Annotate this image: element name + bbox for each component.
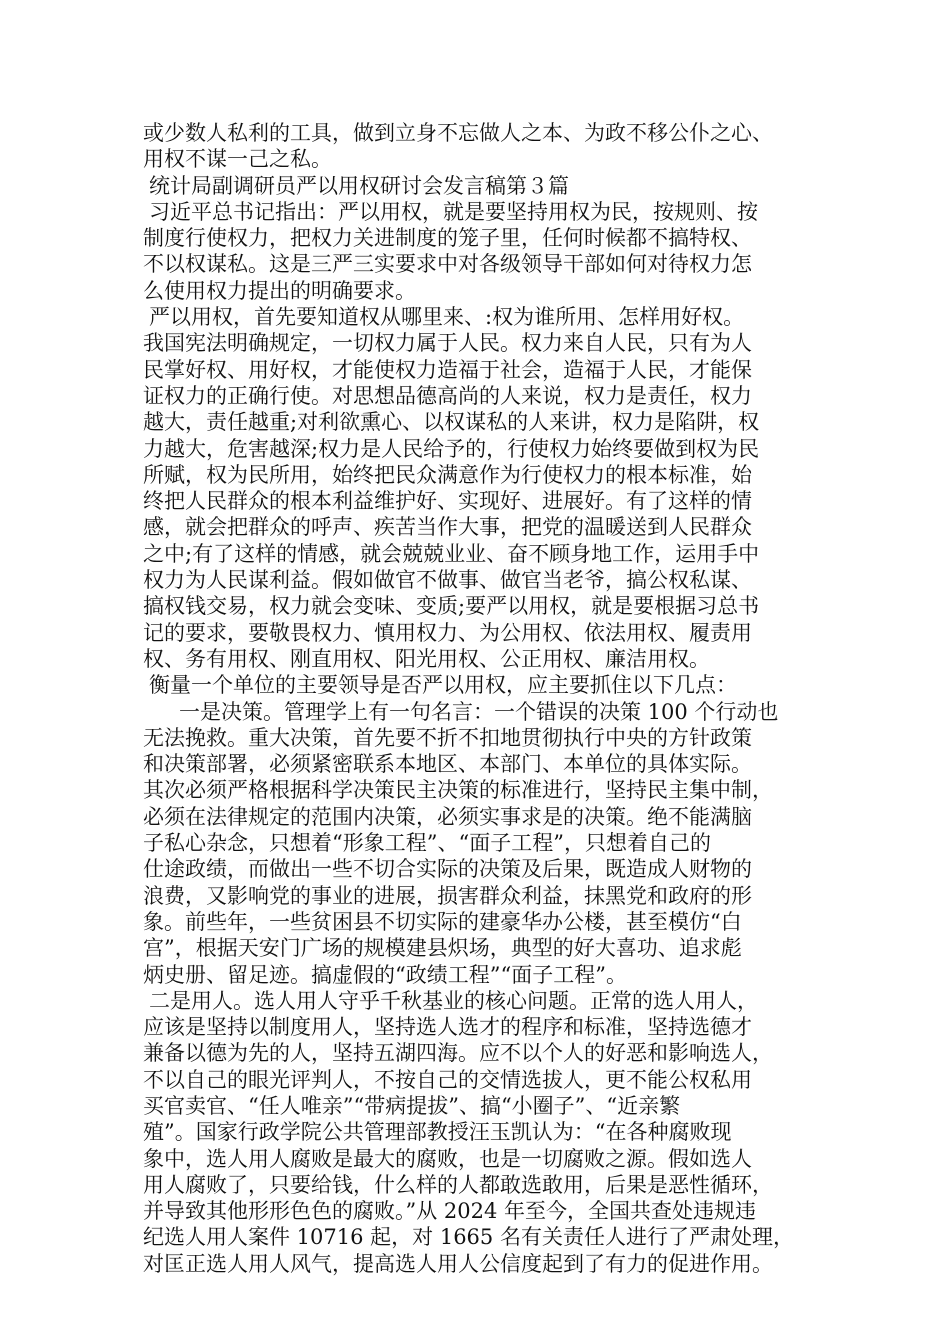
- text-line: 记的要求，要敬畏权力、慎用权力、为公用权、依法用权、履责用: [143, 620, 752, 645]
- text-line: 用权不谋一己之私。: [143, 147, 332, 172]
- text-line: 严以用权，首先要知道权从哪里来、:权为谁所用、怎样用好权。: [149, 305, 745, 330]
- text-line: 炳史册、留足迹。搞虚假的“政绩工程”“面子工程”。: [143, 962, 627, 987]
- text-line: 象中，选人用人腐败是最大的腐败，也是一切腐败之源。假如选人: [143, 1146, 752, 1171]
- text-line: 我国宪法明确规定，一切权力属于人民。权力来自人民，只有为人: [143, 331, 752, 356]
- text-line: 象。前些年，一些贫困县不切实际的建豪华办公楼，甚至模仿“白: [143, 909, 742, 934]
- text-line: 感，就会把群众的呼声、疾苦当作大事，把党的温暖送到人民群众: [143, 515, 752, 540]
- text-line: 证权力的正确行使。对思想品德高尚的人来说，权力是责任，权力: [143, 383, 752, 408]
- text-line: 搞权钱交易，权力就会变味、变质;要严以用权，就是要根据习总书: [143, 594, 760, 619]
- text-line: 对匡正选人用人风气，提高选人用人公信度起到了有力的促进作用。: [143, 1251, 773, 1276]
- text-line: 其次必须严格根据科学决策民主决策的标准进行，坚持民主集中制，: [143, 778, 773, 803]
- text-line: 习近平总书记指出：严以用权，就是要坚持用权为民，按规则、按: [149, 199, 758, 224]
- text-line: 不以自己的眼光评判人，不按自己的交情选拔人，更不能公权私用: [143, 1067, 752, 1092]
- text-line: 权、务有用权、刚直用权、阳光用权、公正用权、廉洁用权。: [143, 646, 710, 671]
- text-line: 浪费，又影响党的事业的进展，损害群众利益，抹黑党和政府的形: [143, 883, 752, 908]
- text-line: 权力为人民谋利益。假如做官不做事、做官当老爷，搞公权私谋、: [143, 568, 752, 593]
- text-line: 统计局副调研员严以用权研讨会发言稿第３篇: [149, 173, 569, 198]
- text-line: 纪选人用人案件 10716 起，对 1665 名有关责任人进行了严肃处理，: [143, 1225, 794, 1250]
- text-line: 和决策部署，必须紧密联系本地区、本部门、本单位的具体实际。: [143, 752, 752, 777]
- text-line: 衡量一个单位的主要领导是否严以用权，应主要抓住以下几点：: [149, 673, 737, 698]
- text-line: 民掌好权、用好权，才能使权力造福于社会，造福于人民，才能保: [143, 357, 752, 382]
- text-line: 并导致其他形形色色的腐败。”从 2024 年至今，全国共查处违规违: [143, 1199, 757, 1224]
- text-line: 么使用权力提出的明确要求。: [143, 278, 416, 303]
- text-line: 无法挽救。重大决策，首先要不折不扣地贯彻执行中央的方针政策: [143, 725, 752, 750]
- text-line: 力越大，危害越深;权力是人民给予的，行使权力始终要做到权为民: [143, 436, 760, 461]
- text-line: 所赋，权为民所用，始终把民众满意作为行使权力的根本标准，始: [143, 462, 752, 487]
- text-line: 应该是坚持以制度用人，坚持选人选才的程序和标准，坚持选德才: [143, 1015, 752, 1040]
- text-line: 用人腐败了，只要给钱，什么样的人都敢选敢用，后果是恶性循环，: [143, 1172, 773, 1197]
- text-line: 或少数人私利的工具，做到立身不忘做人之本、为政不移公仆之心、: [143, 121, 773, 145]
- text-line: 之中;有了这样的情感，就会兢兢业业、奋不顾身地工作，运用手中: [143, 541, 760, 566]
- text-line: 兼备以德为先的人，坚持五湖四海。应不以个人的好恶和影响选人，: [143, 1041, 773, 1066]
- text-line: 终把人民群众的根本利益维护好、实现好、进展好。有了这样的情: [143, 489, 752, 514]
- text-line: 宫”，根据天安门广场的规模建县炽场，典型的好大喜功、追求彪: [143, 936, 742, 961]
- text-line: 一是决策。管理学上有一句名言：一个错误的决策 100 个行动也: [179, 699, 779, 724]
- text-line: 殖”。国家行政学院公共管理部教授汪玉凯认为：“在各种腐败现: [143, 1120, 732, 1145]
- document-body: [143, 120, 823, 1277]
- text-line: 二是用人。选人用人守乎千秋基业的核心问题。正常的选人用人，: [149, 988, 758, 1013]
- text-line: 子私心杂念，只想着“形象工程”、“面子工程”，只想着自己的: [143, 831, 711, 856]
- text-line: 仕途政绩，而做出一些不切合实际的决策及后果，既造成人财物的: [143, 857, 752, 882]
- text-line: 买官卖官、“任人唯亲”“带病提拔”、搞“小圈子”、“近亲繁: [143, 1093, 681, 1118]
- text-line: 制度行使权力，把权力关进制度的笼子里，任何时候都不搞特权、: [143, 226, 752, 251]
- text-line: 不以权谋私。这是三严三实要求中对各级领导干部如何对待权力怎: [143, 252, 752, 277]
- text-line: 越大，责任越重;对利欲熏心、以权谋私的人来讲，权力是陷阱，权: [143, 410, 760, 435]
- text-line: 必须在法律规定的范围内决策，必须实事求是的决策。绝不能满脑: [143, 804, 752, 829]
